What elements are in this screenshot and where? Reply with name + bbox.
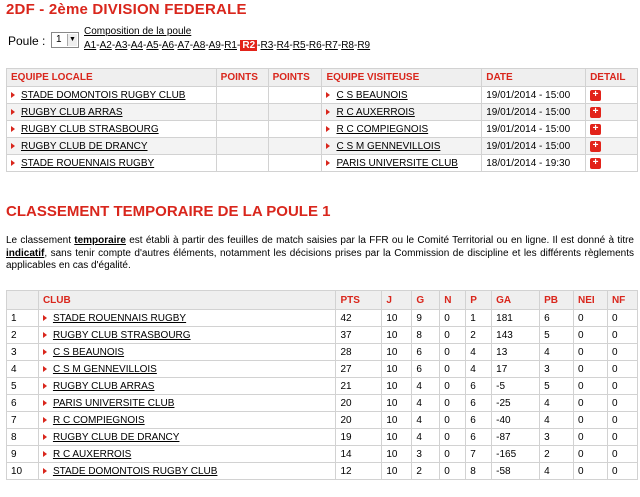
plus-icon[interactable]: + xyxy=(590,141,601,152)
home-team-link[interactable]: RUGBY CLUB STRASBOURG xyxy=(21,123,159,135)
bullet-arrow-icon xyxy=(43,349,47,355)
ranking-title: CLASSEMENT TEMPORAIRE DE LA POULE 1 xyxy=(6,203,331,220)
nf-cell: 0 xyxy=(607,378,637,395)
nf-cell: 0 xyxy=(607,327,637,344)
header-p: P xyxy=(466,291,492,310)
nei-cell: 0 xyxy=(574,344,608,361)
nf-cell: 0 xyxy=(607,361,637,378)
ranking-row xyxy=(7,446,638,463)
detail-cell xyxy=(586,138,638,155)
n-cell: 0 xyxy=(440,361,466,378)
bullet-arrow-icon xyxy=(43,417,47,423)
rank-cell: 5 xyxy=(7,378,39,395)
pb-cell: 4 xyxy=(540,412,574,429)
club-cell xyxy=(38,310,336,327)
pool-link-a7[interactable]: A7 xyxy=(177,40,190,51)
ranking-row xyxy=(7,463,638,480)
header-club: CLUB xyxy=(38,291,336,310)
match-row xyxy=(7,87,638,104)
detail-cell xyxy=(586,121,638,138)
bullet-arrow-icon xyxy=(43,383,47,389)
pool-separator: - xyxy=(289,40,293,51)
date-cell: 19/01/2014 - 15:00 xyxy=(482,138,586,155)
date-cell: 19/01/2014 - 15:00 xyxy=(482,104,586,121)
g-cell: 4 xyxy=(412,378,440,395)
ga-cell: -5 xyxy=(492,378,540,395)
away-team-link[interactable]: R C AUXERROIS xyxy=(336,106,415,118)
g-cell: 3 xyxy=(412,446,440,463)
bullet-arrow-icon xyxy=(11,160,15,166)
pool-separator: - xyxy=(321,40,326,51)
pool-separator: - xyxy=(237,40,241,51)
bullet-arrow-icon xyxy=(43,434,47,440)
pool-separator: - xyxy=(205,40,209,51)
pool-separator: - xyxy=(273,40,277,51)
club-link[interactable]: STADE DOMONTOIS RUGBY CLUB xyxy=(52,465,218,477)
pool-link-r4[interactable]: R4 xyxy=(276,40,290,51)
j-cell: 10 xyxy=(382,463,412,480)
pool-separator: - xyxy=(305,40,309,51)
away-team-link[interactable]: PARIS UNIVERSITE CLUB xyxy=(336,157,458,169)
club-cell xyxy=(38,327,336,344)
n-cell: 0 xyxy=(440,310,466,327)
poule-dropdown-value: 1 xyxy=(56,34,62,45)
points-home-cell xyxy=(216,121,268,138)
pool-separator: - xyxy=(142,40,147,51)
points-away-cell xyxy=(268,104,322,121)
club-link[interactable]: C S M GENNEVILLOIS xyxy=(52,363,157,375)
rank-cell: 6 xyxy=(7,395,39,412)
points-away-cell xyxy=(268,87,322,104)
intro-text-1: Le classement xyxy=(6,235,75,246)
club-cell xyxy=(38,429,336,446)
ga-cell: -25 xyxy=(492,395,540,412)
pts-cell: 19 xyxy=(336,429,382,446)
ranking-row xyxy=(7,310,638,327)
rank-cell: 9 xyxy=(7,446,39,463)
plus-icon[interactable]: + xyxy=(590,124,601,135)
home-cell xyxy=(7,155,217,172)
ranking-row xyxy=(7,395,638,412)
ranking-header-row xyxy=(7,291,638,310)
p-cell: 4 xyxy=(466,344,492,361)
ranking-row xyxy=(7,412,638,429)
pts-cell: 28 xyxy=(336,344,382,361)
j-cell: 10 xyxy=(382,344,412,361)
points-home-cell xyxy=(216,104,268,121)
bullet-arrow-icon xyxy=(43,451,47,457)
match-row xyxy=(7,138,638,155)
nei-cell: 0 xyxy=(574,378,608,395)
bullet-arrow-icon xyxy=(11,92,15,98)
rank-cell: 7 xyxy=(7,412,39,429)
pool-link-r1[interactable]: R1 xyxy=(224,40,237,51)
pts-cell: 20 xyxy=(336,395,382,412)
pool-link-a6[interactable]: A6 xyxy=(161,40,175,51)
bullet-arrow-icon xyxy=(326,160,330,166)
club-cell xyxy=(38,412,336,429)
intro-text-2: est établi à partir des feuilles de match saisies par la FFR ou le Comité Territorial ou en ligne. Il est donné à titre xyxy=(125,235,634,246)
header-nei: NEI xyxy=(574,291,608,310)
club-link[interactable]: PARIS UNIVERSITE CLUB xyxy=(52,397,175,409)
rank-cell: 4 xyxy=(7,361,39,378)
match-row xyxy=(7,104,638,121)
poule-label: Poule : xyxy=(8,34,46,48)
pool-separator: - xyxy=(337,40,342,51)
club-link[interactable]: RUGBY CLUB STRASBOURG xyxy=(52,329,191,341)
home-cell xyxy=(7,104,217,121)
club-cell xyxy=(38,361,336,378)
n-cell: 0 xyxy=(440,463,466,480)
pb-cell: 2 xyxy=(540,446,574,463)
club-cell xyxy=(38,446,336,463)
pool-link-r8[interactable]: R8 xyxy=(341,40,354,51)
rank-cell: 8 xyxy=(7,429,39,446)
away-cell xyxy=(322,121,482,138)
page-title: 2DF - 2ème DIVISION FEDERALE xyxy=(6,1,247,18)
club-link[interactable]: R C COMPIEGNOIS xyxy=(52,414,145,426)
ranking-row xyxy=(7,344,638,361)
ranking-intro xyxy=(6,235,634,273)
bullet-arrow-icon xyxy=(11,126,15,132)
pool-link-r3[interactable]: R3 xyxy=(260,40,274,51)
home-team-link[interactable]: STADE DOMONTOIS RUGBY CLUB xyxy=(21,89,186,101)
match-row xyxy=(7,121,638,138)
header-rank xyxy=(7,291,39,310)
pool-separator: - xyxy=(257,40,261,51)
ga-cell: -87 xyxy=(492,429,540,446)
plus-icon[interactable]: + xyxy=(590,107,601,118)
club-cell xyxy=(38,344,336,361)
pts-cell: 21 xyxy=(336,378,382,395)
composition-link[interactable]: Composition de la poule xyxy=(84,26,192,37)
points-away-cell xyxy=(268,121,322,138)
n-cell: 0 xyxy=(440,395,466,412)
header-pts: PTS xyxy=(336,291,382,310)
plus-icon[interactable]: + xyxy=(590,158,601,169)
matches-table xyxy=(6,68,638,172)
rank-cell: 10 xyxy=(7,463,39,480)
header-pb: PB xyxy=(540,291,574,310)
bullet-arrow-icon xyxy=(326,109,330,115)
match-row xyxy=(7,155,638,172)
pool-separator: - xyxy=(353,40,358,51)
header-points-away: POINTS xyxy=(268,69,322,87)
g-cell: 4 xyxy=(412,412,440,429)
club-cell xyxy=(38,395,336,412)
pool-separator: - xyxy=(96,40,100,51)
pool-link-r2[interactable]: R2 xyxy=(242,40,256,51)
bullet-arrow-icon xyxy=(11,143,15,149)
rank-cell: 2 xyxy=(7,327,39,344)
points-away-cell xyxy=(268,138,322,155)
club-link[interactable]: RUGBY CLUB ARRAS xyxy=(52,380,155,392)
nei-cell: 0 xyxy=(574,446,608,463)
club-link[interactable]: R C AUXERROIS xyxy=(52,448,132,460)
bullet-arrow-icon xyxy=(43,468,47,474)
nei-cell: 0 xyxy=(574,327,608,344)
detail-cell xyxy=(586,87,638,104)
home-cell xyxy=(7,87,217,104)
nf-cell: 0 xyxy=(607,429,637,446)
pts-cell: 27 xyxy=(336,361,382,378)
nf-cell: 0 xyxy=(607,412,637,429)
p-cell: 6 xyxy=(466,395,492,412)
date-cell: 19/01/2014 - 15:00 xyxy=(482,87,586,104)
p-cell: 8 xyxy=(466,463,492,480)
j-cell: 10 xyxy=(382,310,412,327)
chevron-down-icon: ▼ xyxy=(67,34,77,46)
pts-cell: 20 xyxy=(336,412,382,429)
intro-text-3: , sans tenir compte d'autres éléments, notamment les décisions prises par la Commission de discipline et les différents règlements applicables en cas d'égalité. xyxy=(6,247,634,271)
bullet-arrow-icon xyxy=(43,400,47,406)
header-date: DATE xyxy=(482,69,586,87)
pb-cell: 3 xyxy=(540,361,574,378)
ga-cell: 17 xyxy=(492,361,540,378)
date-cell: 19/01/2014 - 15:00 xyxy=(482,121,586,138)
p-cell: 6 xyxy=(466,378,492,395)
pool-link-a4[interactable]: A4 xyxy=(130,40,143,51)
club-link[interactable]: STADE ROUENNAIS RUGBY xyxy=(52,312,187,324)
bullet-arrow-icon xyxy=(43,332,47,338)
home-cell xyxy=(7,138,217,155)
j-cell: 10 xyxy=(382,446,412,463)
away-cell xyxy=(322,104,482,121)
detail-cell xyxy=(586,155,638,172)
pool-link-a1[interactable]: A1 xyxy=(84,40,97,51)
g-cell: 6 xyxy=(412,361,440,378)
j-cell: 10 xyxy=(382,327,412,344)
pb-cell: 5 xyxy=(540,378,574,395)
nei-cell: 0 xyxy=(574,361,608,378)
j-cell: 10 xyxy=(382,412,412,429)
ga-cell: 143 xyxy=(492,327,540,344)
intro-keyword-temporaire: temporaire xyxy=(74,235,126,246)
home-team-link[interactable]: RUGBY CLUB ARRAS xyxy=(21,106,123,118)
pb-cell: 4 xyxy=(540,463,574,480)
club-link[interactable]: RUGBY CLUB DE DRANCY xyxy=(52,431,180,443)
n-cell: 0 xyxy=(440,327,466,344)
nf-cell: 0 xyxy=(607,310,637,327)
away-team-link[interactable]: R C COMPIEGNOIS xyxy=(336,123,429,135)
j-cell: 10 xyxy=(382,395,412,412)
points-home-cell xyxy=(216,155,268,172)
ga-cell: -58 xyxy=(492,463,540,480)
away-team-link[interactable]: C S M GENNEVILLOIS xyxy=(336,140,441,152)
ga-cell: -40 xyxy=(492,412,540,429)
nf-cell: 0 xyxy=(607,463,637,480)
bullet-arrow-icon xyxy=(326,143,330,149)
pts-cell: 12 xyxy=(336,463,382,480)
club-cell xyxy=(38,463,336,480)
header-points-home: POINTS xyxy=(216,69,268,87)
bullet-arrow-icon xyxy=(326,92,330,98)
pool-separator: - xyxy=(174,40,178,51)
away-cell xyxy=(322,138,482,155)
g-cell: 6 xyxy=(412,344,440,361)
pool-separator: - xyxy=(189,40,194,51)
nf-cell: 0 xyxy=(607,395,637,412)
n-cell: 0 xyxy=(440,412,466,429)
plus-icon[interactable]: + xyxy=(590,90,601,101)
matches-header-row xyxy=(7,69,638,87)
away-cell xyxy=(322,87,482,104)
pool-separator: - xyxy=(220,40,225,51)
header-home: EQUIPE LOCALE xyxy=(7,69,217,87)
pool-separator: - xyxy=(158,40,162,51)
header-n: N xyxy=(440,291,466,310)
pool-separator: - xyxy=(127,40,131,51)
pool-link-a2[interactable]: A2 xyxy=(99,40,112,51)
nei-cell: 0 xyxy=(574,463,608,480)
nei-cell: 0 xyxy=(574,395,608,412)
pb-cell: 6 xyxy=(540,310,574,327)
n-cell: 0 xyxy=(440,446,466,463)
n-cell: 0 xyxy=(440,429,466,446)
n-cell: 0 xyxy=(440,344,466,361)
bullet-arrow-icon xyxy=(43,315,47,321)
intro-keyword-indicatif: indicatif xyxy=(6,247,45,259)
p-cell: 1 xyxy=(466,310,492,327)
ga-cell: 181 xyxy=(492,310,540,327)
nei-cell: 0 xyxy=(574,412,608,429)
nei-cell: 0 xyxy=(574,429,608,446)
header-g: G xyxy=(412,291,440,310)
points-away-cell xyxy=(268,155,322,172)
header-away: EQUIPE VISITEUSE xyxy=(322,69,482,87)
pool-separator: - xyxy=(111,40,116,51)
rank-cell: 1 xyxy=(7,310,39,327)
home-team-link[interactable]: STADE ROUENNAIS RUGBY xyxy=(21,157,155,169)
club-cell xyxy=(38,378,336,395)
header-nf: NF xyxy=(607,291,637,310)
pb-cell: 3 xyxy=(540,429,574,446)
ga-cell: 13 xyxy=(492,344,540,361)
ranking-row xyxy=(7,361,638,378)
points-home-cell xyxy=(216,87,268,104)
pool-link-a8[interactable]: A8 xyxy=(193,40,206,51)
pool-links xyxy=(84,40,370,51)
g-cell: 9 xyxy=(412,310,440,327)
header-ga: GA xyxy=(492,291,540,310)
p-cell: 4 xyxy=(466,361,492,378)
rank-cell: 3 xyxy=(7,344,39,361)
j-cell: 10 xyxy=(382,378,412,395)
g-cell: 4 xyxy=(412,395,440,412)
header-j: J xyxy=(382,291,412,310)
pool-link-r6[interactable]: R6 xyxy=(308,40,322,51)
j-cell: 10 xyxy=(382,429,412,446)
header-detail: DETAIL xyxy=(586,69,638,87)
pts-cell: 42 xyxy=(336,310,382,327)
nei-cell: 0 xyxy=(574,310,608,327)
ga-cell: -165 xyxy=(492,446,540,463)
g-cell: 8 xyxy=(412,327,440,344)
club-link[interactable]: C S BEAUNOIS xyxy=(52,346,125,358)
away-team-link[interactable]: C S BEAUNOIS xyxy=(336,89,408,101)
pool-link-r9[interactable]: R9 xyxy=(357,40,371,51)
pb-cell: 4 xyxy=(540,395,574,412)
pool-link-a9[interactable]: A9 xyxy=(208,40,221,51)
nf-cell: 0 xyxy=(607,344,637,361)
points-home-cell xyxy=(216,138,268,155)
pb-cell: 5 xyxy=(540,327,574,344)
p-cell: 7 xyxy=(466,446,492,463)
away-cell xyxy=(322,155,482,172)
nf-cell: 0 xyxy=(607,446,637,463)
ranking-row xyxy=(7,327,638,344)
pb-cell: 4 xyxy=(540,344,574,361)
p-cell: 6 xyxy=(466,429,492,446)
pts-cell: 14 xyxy=(336,446,382,463)
g-cell: 2 xyxy=(412,463,440,480)
home-team-link[interactable]: RUGBY CLUB DE DRANCY xyxy=(21,140,148,152)
g-cell: 4 xyxy=(412,429,440,446)
bullet-arrow-icon xyxy=(326,126,330,132)
pool-link-a5[interactable]: A5 xyxy=(146,40,159,51)
j-cell: 10 xyxy=(382,361,412,378)
n-cell: 0 xyxy=(440,378,466,395)
poule-dropdown[interactable] xyxy=(51,32,79,48)
ranking-table xyxy=(6,290,638,480)
p-cell: 2 xyxy=(466,327,492,344)
bullet-arrow-icon xyxy=(43,366,47,372)
date-cell: 18/01/2014 - 19:30 xyxy=(482,155,586,172)
pool-link-r5[interactable]: R5 xyxy=(292,40,306,51)
detail-cell xyxy=(586,104,638,121)
ranking-row xyxy=(7,378,638,395)
ranking-row xyxy=(7,429,638,446)
p-cell: 6 xyxy=(466,412,492,429)
bullet-arrow-icon xyxy=(11,109,15,115)
pool-link-a3[interactable]: A3 xyxy=(115,40,128,51)
home-cell xyxy=(7,121,217,138)
pts-cell: 37 xyxy=(336,327,382,344)
pool-link-r7[interactable]: R7 xyxy=(325,40,338,51)
